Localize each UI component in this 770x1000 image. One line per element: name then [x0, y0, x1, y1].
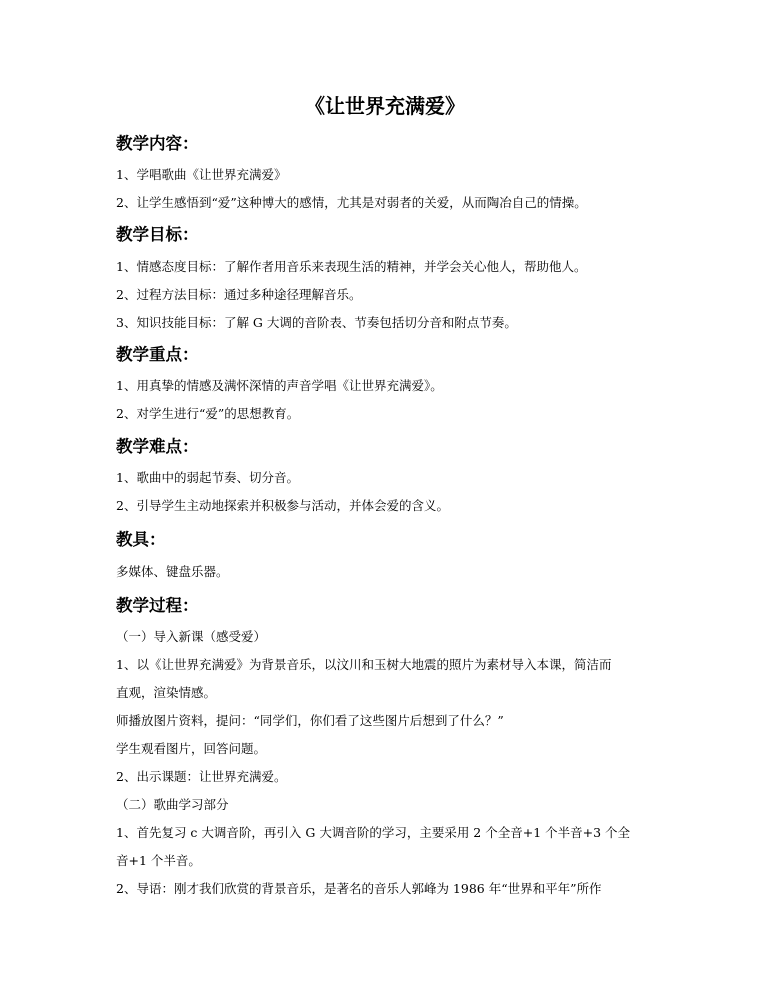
- difficulties-line-1: 1、歌曲中的弱起节奏、切分音。: [116, 470, 299, 485]
- section-heading-goals: 教学目标：: [116, 225, 199, 244]
- process-line-4: 师播放图片资料，提问：“同学们，你们看了这些图片后想到了什么？”: [116, 713, 504, 728]
- goals-line-2: 2、过程方法目标：通过多种途径理解音乐。: [116, 287, 362, 302]
- process-line-9: 音+1 个半音。: [116, 853, 201, 868]
- document-title: 《让世界充满爱》: [305, 94, 465, 118]
- section-heading-tools: 教具：: [116, 530, 166, 549]
- goals-line-3: 3、知识技能目标：了解 G 大调的音阶表、节奏包括切分音和附点节奏。: [116, 315, 517, 330]
- process-line-7: （二）歌曲学习部分: [116, 797, 229, 812]
- tools-line-1: 多媒体、键盘乐器。: [116, 564, 229, 579]
- section-heading-difficulties: 教学难点：: [116, 437, 199, 456]
- process-line-8: 1、首先复习 c 大调音阶，再引入 G 大调音阶的学习，主要采用 2 个全音+1 个半音+3 个全: [116, 825, 631, 840]
- process-line-2: 1、以《让世界充满爱》为背景音乐，以汶川和玉树大地震的照片为素材导入本课，简洁而: [116, 657, 612, 672]
- section-heading-process: 教学过程：: [116, 596, 199, 615]
- key-points-line-2: 2、对学生进行“爱”的思想教育。: [116, 406, 300, 421]
- process-line-6: 2、出示课题：让世界充满爱。: [116, 769, 287, 784]
- difficulties-line-2: 2、引导学生主动地探索并积极参与活动，并体会爱的含义。: [116, 498, 449, 513]
- section-heading-key-points: 教学重点：: [116, 345, 199, 364]
- process-line-10: 2、导语：刚才我们欣赏的背景音乐，是著名的音乐人郭峰为 1986 年“世界和平年”所作: [116, 881, 602, 896]
- key-points-line-1: 1、用真挚的情感及满怀深情的声音学唱《让世界充满爱》。: [116, 378, 443, 393]
- content-line-2: 2、让学生感悟到“爱”这种博大的感情，尤其是对弱者的关爱，从而陶冶自己的情操。: [116, 195, 587, 210]
- process-line-3: 直观，渲染情感。: [116, 685, 217, 700]
- process-line-5: 学生观看图片，回答问题。: [116, 741, 267, 756]
- process-line-1: （一）导入新课（感受爱）: [116, 629, 267, 644]
- content-line-1: 1、学唱歌曲《让世界充满爱》: [116, 167, 287, 182]
- section-heading-content: 教学内容：: [116, 134, 199, 153]
- goals-line-1: 1、情感态度目标：了解作者用音乐来表现生活的精神，并学会关心他人，帮助他人。: [116, 259, 587, 274]
